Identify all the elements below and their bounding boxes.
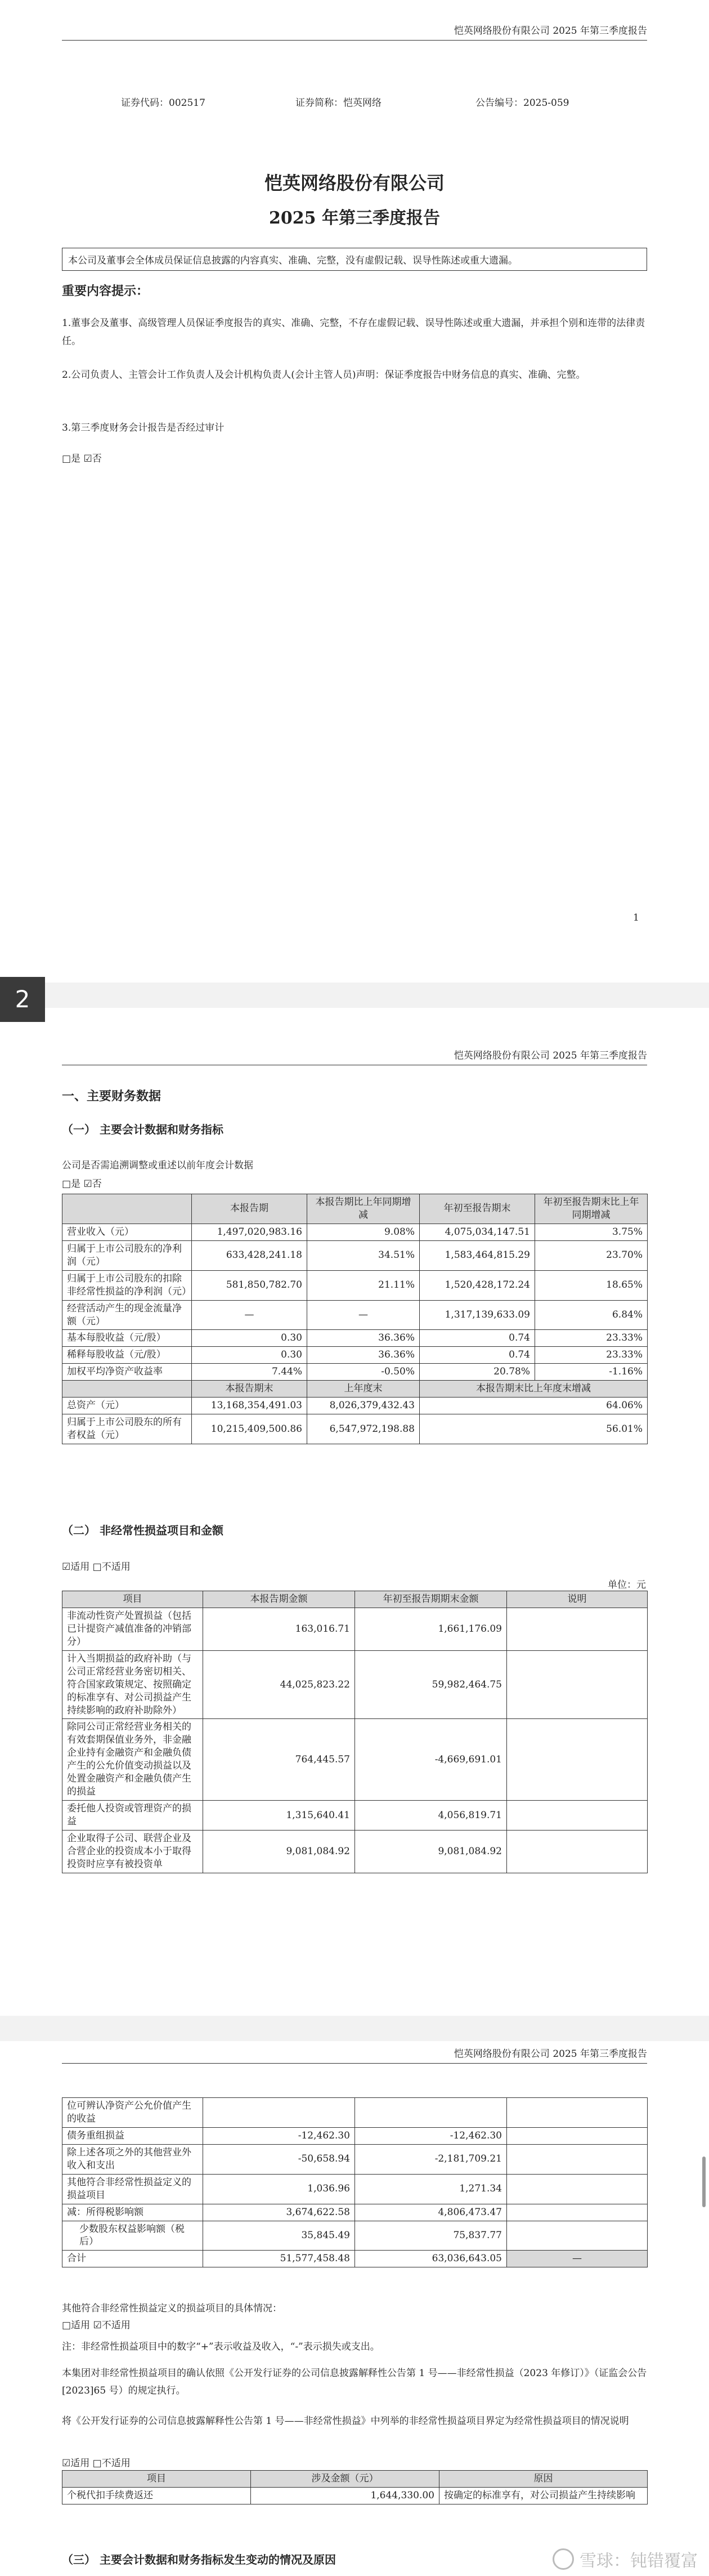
cell-value: 59,982,464.75 xyxy=(355,1650,507,1719)
restatement-answer: □是 ☑否 xyxy=(62,1178,102,1190)
cell-value: 10,215,409,500.86 xyxy=(192,1414,307,1444)
table-row xyxy=(62,2098,648,2128)
row-label: 合计 xyxy=(62,2251,203,2267)
cell-note xyxy=(507,1801,648,1831)
cell-value: 1,315,640.41 xyxy=(203,1801,355,1831)
table-header-cell: 项目 xyxy=(62,1591,203,1608)
cell-value: 56.01% xyxy=(420,1414,648,1444)
announcement-number: 公告编号：2025-059 xyxy=(475,97,569,109)
notice-item-1: 1.董事会及董事、高级管理人员保证季度报告的真实、准确、完整，不存在虚假记载、误导性陈述或重大遗漏，并承担个别和连带的法律责任。 xyxy=(62,318,645,347)
row-label: 除同公司正常经营业务相关的有效套期保值业务外，非金融企业持有金融资产和金融负债产生的公允价值变动损益以及处置金融资产和金融负债产生的损益 xyxy=(62,1719,203,1801)
cell-value: — xyxy=(192,1300,307,1330)
cell-value: -0.50% xyxy=(307,1364,420,1381)
cell-note xyxy=(507,1650,648,1719)
row-label: 计入当期损益的政府补助（与公司正常经营业务密切相关、符合国家政策规定、按照确定的标准享有、对公司损益产生持续影响的政府补助除外） xyxy=(62,1650,203,1719)
cell-value: 1,036.96 xyxy=(203,2174,355,2204)
table-row xyxy=(62,1224,648,1240)
table-row xyxy=(62,1330,648,1347)
table-total-row xyxy=(62,2251,648,2267)
row-label: 加权平均净资产收益率 xyxy=(62,1364,192,1381)
row-label: 经营活动产生的现金流量净额（元） xyxy=(62,1300,192,1330)
table-row xyxy=(62,1240,648,1270)
cell-note xyxy=(507,1719,648,1801)
cell-value: 1,583,464,815.29 xyxy=(420,1240,535,1270)
cell-value: 64.06% xyxy=(420,1398,648,1414)
row-label: 减：所得税影响额 xyxy=(62,2204,203,2221)
table-row xyxy=(62,1364,648,1381)
report-title: 2025 年第三季度报告 xyxy=(269,208,440,228)
key-financial-table xyxy=(62,1194,648,1444)
cell-value: 0.74 xyxy=(420,1347,535,1364)
cell-value: 9,081,084.92 xyxy=(355,1830,507,1873)
cell-value: 3,674,622.58 xyxy=(203,2204,355,2221)
table-header-cell: 原因 xyxy=(439,2471,648,2488)
table-row xyxy=(62,2144,648,2174)
recognition-paragraph: 本集团对非经常性损益项目的确认依照《公开发行证券的公司信息披露解释性公告第 1 号——非经常性损益（2023 年修订）》（证监会公告[2023]65 号）的规定执行。 xyxy=(62,2368,647,2397)
table-row xyxy=(62,1650,648,1719)
cell-value: 4,075,034,147.51 xyxy=(420,1224,535,1240)
cell-note xyxy=(507,1608,648,1650)
cell-value: -12,462.30 xyxy=(355,2127,507,2144)
watermark-text: 雪球：钝错覆富 xyxy=(580,2551,698,2571)
table-header-cell: 年初至报告期末比上年同期增减 xyxy=(535,1194,648,1224)
row-label: 总资产（元） xyxy=(62,1398,192,1414)
board-statement-box: 本公司及董事会全体成员保证信息披露的内容真实、准确、完整，没有虚假记载、误导性陈述或重大遗漏。 xyxy=(62,248,647,271)
table-row xyxy=(62,1719,648,1801)
table-row xyxy=(62,1801,648,1831)
notice-item-2: 2.公司负责人、主管会计工作负责人及会计机构负责人(会计主管人员)声明：保证季度报告中财务信息的真实、准确、完整。 xyxy=(62,369,586,381)
cell-value: 44,025,823.22 xyxy=(203,1650,355,1719)
cell-value: 3.75% xyxy=(535,1224,648,1240)
audit-answer: □是 ☑否 xyxy=(62,453,102,465)
table-row xyxy=(62,1398,648,1414)
table-row xyxy=(62,2204,648,2221)
subsection-title-nonrecurring: （二） 非经常性损益项目和金额 xyxy=(62,1524,223,1537)
cell-value: 20.78% xyxy=(420,1364,535,1381)
row-label: 企业取得子公司、联营企业及合营企业的投资成本小于取得投资时应享有被投资单 xyxy=(62,1830,203,1873)
cell-value: 23.33% xyxy=(535,1347,648,1364)
other-items-applicability: □适用 ☑不适用 xyxy=(62,2320,131,2331)
applicability: ☑适用 □不适用 xyxy=(62,1561,131,1573)
report-page-3 xyxy=(0,2041,709,2576)
table-row xyxy=(62,1414,648,1444)
row-label: 委托他人投资或管理资产的损益 xyxy=(62,1801,203,1831)
cell-value: 163,016.71 xyxy=(203,1608,355,1650)
cell-value: -1.16% xyxy=(535,1364,648,1381)
important-heading: 重要内容提示： xyxy=(62,284,149,298)
table-header-cell: 本报告期末比上年度末增减 xyxy=(420,1381,648,1398)
table-header-row xyxy=(62,1194,648,1224)
notice-item-3: 3.第三季度财务会计报告是否经过审计 xyxy=(62,422,225,434)
watermark xyxy=(553,2547,698,2571)
cell-note xyxy=(507,2098,648,2128)
cell-value: 36.36% xyxy=(307,1347,420,1364)
nonrecurring-table xyxy=(62,1591,648,1873)
cell-value: 51,577,458.48 xyxy=(203,2251,355,2267)
cell-value: 633,428,241.18 xyxy=(192,1240,307,1270)
table-subheader-row xyxy=(62,1381,648,1398)
page-header: 恺英网络股份有限公司 2025 年第三季度报告 xyxy=(62,23,647,41)
table-header-cell: 涉及金额（元） xyxy=(251,2471,439,2488)
subsection-title-key-data: （一） 主要会计数据和财务指标 xyxy=(62,1123,223,1136)
unit-label: 单位：元 xyxy=(608,1579,646,1591)
table-header-cell: 项目 xyxy=(62,2471,251,2488)
cell-value: 1,271.34 xyxy=(355,2174,507,2204)
table-header-cell: 本报告期比上年同期增减 xyxy=(307,1194,420,1224)
page-gap xyxy=(0,983,709,1008)
other-items-text: 其他符合非经常性损益定义的损益项目的具体情况： xyxy=(62,2303,282,2314)
cell-value: 9.08% xyxy=(307,1224,420,1240)
cell-value: 1,661,176.09 xyxy=(355,1608,507,1650)
cell-value xyxy=(203,2098,355,2128)
page-gap xyxy=(0,2016,709,2041)
subsection-title-changes: （三） 主要会计数据和财务指标发生变动的情况及原因 xyxy=(62,2553,336,2566)
cell-value: 8,026,379,432.43 xyxy=(307,1398,420,1414)
row-label: 非流动性资产处置损益（包括已计提资产减值准备的冲销部分） xyxy=(62,1608,203,1650)
cell-value: 63,036,643.05 xyxy=(355,2251,507,2267)
table-header-row xyxy=(62,2471,648,2488)
page-number: 1 xyxy=(633,912,639,923)
row-label: 位可辨认净资产公允价值产生的收益 xyxy=(62,2098,203,2128)
row-label: 营业收入（元） xyxy=(62,1224,192,1240)
report-page-2 xyxy=(0,1008,709,2016)
cell-value: 0.30 xyxy=(192,1347,307,1364)
page-badge: 2 xyxy=(0,977,45,1022)
reclassification-table xyxy=(62,2470,648,2504)
nonrecurring-table-continued xyxy=(62,2097,648,2267)
cell-value: 4,806,473.47 xyxy=(355,2204,507,2221)
table-row xyxy=(62,1608,648,1650)
cell-value: 23.70% xyxy=(535,1240,648,1270)
company-name: 恺英网络股份有限公司 xyxy=(264,172,445,194)
cell-value: 13,168,354,491.03 xyxy=(192,1398,307,1414)
stock-code: 证券代码：002517 xyxy=(121,97,205,109)
row-label: 稀释每股收益（元/股） xyxy=(62,1347,192,1364)
cell-value: 23.33% xyxy=(535,1330,648,1347)
row-label: 归属于上市公司股东的扣除非经常性损益的净利润（元） xyxy=(62,1270,192,1300)
table-header-cell: 本报告期末 xyxy=(192,1381,307,1398)
cell-value: 1,520,428,172.24 xyxy=(420,1270,535,1300)
table-header-cell: 上年度末 xyxy=(307,1381,420,1398)
cell-value: 35,845.49 xyxy=(203,2221,355,2251)
cell-value: 75,837.77 xyxy=(355,2221,507,2251)
cell-value: 34.51% xyxy=(307,1240,420,1270)
cell-note xyxy=(507,2127,648,2144)
table-header-cell: 本报告期金额 xyxy=(203,1591,355,1608)
table-row xyxy=(62,2174,648,2204)
cell-value: 581,850,782.70 xyxy=(192,1270,307,1300)
report-page-1 xyxy=(0,0,709,983)
cell-note xyxy=(507,2204,648,2221)
cell-value: 18.65% xyxy=(535,1270,648,1300)
cell-value: 6,547,972,198.88 xyxy=(307,1414,420,1444)
cell-value: 0.30 xyxy=(192,1330,307,1347)
cell-value: 764,445.57 xyxy=(203,1719,355,1801)
row-label: 除上述各项之外的其他营业外收入和支出 xyxy=(62,2144,203,2174)
cell-value: 1,497,020,983.16 xyxy=(192,1224,307,1240)
stock-name: 证券简称：恺英网络 xyxy=(295,97,382,109)
cell-value: -50,658.94 xyxy=(203,2144,355,2174)
page-header: 恺英网络股份有限公司 2025 年第三季度报告 xyxy=(62,1047,647,1065)
table-row xyxy=(62,2487,648,2504)
row-label: 基本每股收益（元/股） xyxy=(62,1330,192,1347)
table-row xyxy=(62,2221,648,2251)
table-header-cell: 年初至报告期末 xyxy=(420,1194,535,1224)
cell-value: -4,669,691.01 xyxy=(355,1719,507,1801)
row-label: 其他符合非经常性损益定义的损益项目 xyxy=(62,2174,203,2204)
row-label: 债务重组损益 xyxy=(62,2127,203,2144)
cell-value: — xyxy=(307,1300,420,1330)
row-label: 少数股东权益影响额（税后） xyxy=(62,2221,203,2251)
cell-value: 9,081,084.92 xyxy=(203,1830,355,1873)
section-title-financial-data: 一、主要财务数据 xyxy=(62,1089,161,1104)
cell-value: 1,317,139,633.09 xyxy=(420,1300,535,1330)
restatement-question: 公司是否需追溯调整或重述以前年度会计数据 xyxy=(62,1160,253,1171)
table-row xyxy=(62,1347,648,1364)
table-row xyxy=(62,2127,648,2144)
cell-value: -12,462.30 xyxy=(203,2127,355,2144)
snowball-logo-icon xyxy=(553,2548,574,2570)
cell-value: 4,056,819.71 xyxy=(355,1801,507,1831)
cell-value: -2,181,709.21 xyxy=(355,2144,507,2174)
cell-note: 按确定的标准享有，对公司损益产生持续影响 xyxy=(439,2487,648,2504)
cell-note: — xyxy=(507,2251,648,2267)
page-header: 恺英网络股份有限公司 2025 年第三季度报告 xyxy=(62,2046,647,2064)
table-row xyxy=(62,1270,648,1300)
table-header-cell xyxy=(62,1194,192,1224)
table-header-cell: 本报告期 xyxy=(192,1194,307,1224)
cell-value: 0.74 xyxy=(420,1330,535,1347)
cell-value: 7.44% xyxy=(192,1364,307,1381)
reclassification-paragraph: 将《公开发行证券的公司信息披露解释性公告第 1 号——非经常性损益》中列举的非经常性损益项目界定为经常性损益项目的情况说明 xyxy=(62,2416,629,2427)
cell-note xyxy=(507,2221,648,2251)
table-row xyxy=(62,1830,648,1873)
cell-value: 1,644,330.00 xyxy=(251,2487,439,2504)
cell-note xyxy=(507,1830,648,1873)
cell-note xyxy=(507,2174,648,2204)
table-header-cell: 说明 xyxy=(507,1591,648,1608)
scrollbar[interactable] xyxy=(702,2157,706,2207)
table-header-cell: 年初至报告期期末金额 xyxy=(355,1591,507,1608)
cell-value: 6.84% xyxy=(535,1300,648,1330)
table-row xyxy=(62,1300,648,1330)
cell-value: 36.36% xyxy=(307,1330,420,1347)
row-label: 归属于上市公司股东的净利润（元） xyxy=(62,1240,192,1270)
cell-value xyxy=(355,2098,507,2128)
reclassification-applicability: ☑适用 □不适用 xyxy=(62,2458,131,2469)
table-header-cell xyxy=(62,1381,192,1398)
cell-note xyxy=(507,2144,648,2174)
table-header-row xyxy=(62,1591,648,1608)
sign-note: 注：非经常性损益项目中的数字“+”表示收益及收入，“-”表示损失或支出。 xyxy=(62,2341,380,2352)
row-label: 个税代扣手续费返还 xyxy=(62,2487,251,2504)
row-label: 归属于上市公司股东的所有者权益（元） xyxy=(62,1414,192,1444)
cell-value: 21.11% xyxy=(307,1270,420,1300)
